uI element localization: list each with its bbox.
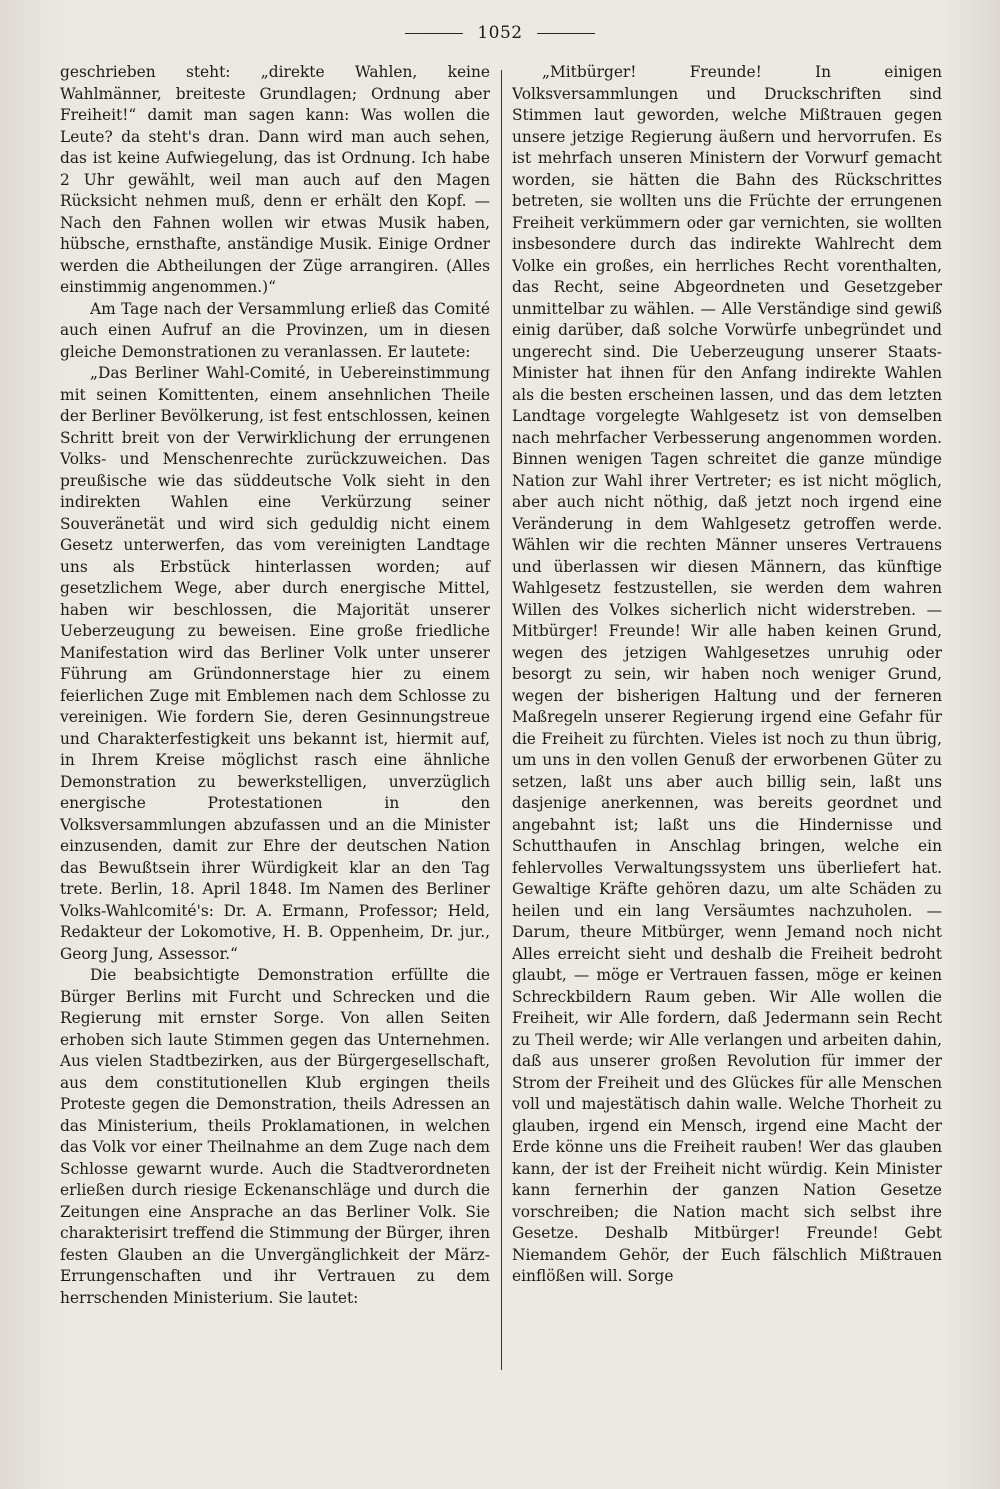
left-paragraph-1: geschrieben steht: „direkte Wahlen, keine Wahlmänner, breiteste Grundlagen; Ordnung aber Freiheit!“ damit man sagen kann: Was wollen die Leute? da steht's dran. Dann wird man auch sehen, das ist keine Aufwiegelung, das ist Ordnung. Ich habe 2 Uhr gewählt, weil man auch auf den Magen Rücksicht nehmen muß, denn er erhält den Kopf. — Nach den Fahnen wollen wir etwas Musik haben, hübsche, ernsthafte, anständige Musik. Einige Ordner werden die Abtheilungen der Züge arrangiren. (Alles einstimmig angenommen.)“ [60, 63, 490, 296]
header-rule-right [537, 33, 595, 34]
header-rule-left [405, 33, 463, 34]
left-column [60, 62, 490, 1309]
page-number: 1052 [477, 23, 523, 43]
column-divider [501, 70, 502, 1370]
left-paragraph-4: Die beabsichtigte Demonstration erfüllte die Bürger Berlins mit Furcht und Schrecken und die Regierung mit ernster Sorge. Von allen Seiten erhoben sich laute Stimmen gegen das Unternehmen. Aus vielen Stadtbezirken, aus der Bürgergesellschaft, aus dem constitutionellen Klub ergingen theils Proteste gegen die Demonstration, theils Adressen an das Ministerium, theils Proklamationen, in welchen das Volk vor einer Theilnahme an dem Zuge nach dem Schlosse gewarnt wurde. Auch die Stadtverordneten erließen durch riesige Eckenanschläge und durch die Zeitungen eine Ansprache an das Berliner Volk. Sie charakterisirt treffend die Stimmung der Bürger, ihren festen Glauben an die Unvergänglichkeit der März-Errungenschaften und ihr Vertrauen zu dem herrschenden Ministerium. Sie lautet: [60, 966, 490, 1307]
left-paragraph-3-quote: „Das Berliner Wahl-Comité, in Uebereinstimmung mit seinen Komittenten, einem ansehnlichen Theile der Berliner Bevölkerung, ist fest entschlossen, keinen Schritt breit von der Verwirklichung der errungenen Volks- und Menschenrechte zurückzuweichen. Das preußische wie das süddeutsche Volk sieht in den indirekten Wahlen eine Verkürzung seiner Souveränetät und wird sich geduldig nicht einem Gesetz unterwerfen, das vom vereinigten Landtage uns als Erbstück hinterlassen worden; auf gesetzlichem Wege, aber durch energische Mittel, haben wir beschlossen, die Majorität unserer Ueberzeugung zu beweisen. Eine große friedliche Manifestation wird das Berliner Volk unter unserer Führung am Gründonnerstage hier zu einem feierlichen Zuge mit Emblemen nach dem Schlosse zu vereinigen. Wie fordern Sie, deren Gesinnungstreue und Charakterfestigkeit uns bekannt ist, hiermit auf, in Ihrem Kreise möglichst rasch eine ähnliche Demonstration zu bewerkstelligen, unverzüglich energische Protestationen in den Volksversammlungen abzufassen und an die Minister einzusenden, damit zur Ehre der deutschen Nation das Bewußtsein ihrer Würdigkeit klar an den Tag trete. Berlin, 18. April 1848. Im Namen des Berliner Volks-Wahlcomité's: Dr. A. Ermann, Professor; Held, Redakteur der Lokomotive, H. B. Oppenheim, Dr. jur., Georg Jung, Assessor.“ [60, 364, 490, 963]
left-paragraph-2: Am Tage nach der Versammlung erließ das Comité auch einen Aufruf an die Provinzen, um in diesen gleiche Demonstrationen zu veranlassen. Er lautete: [60, 299, 490, 361]
right-paragraph-1-quote: „Mitbürger! Freunde! In einigen Volksversammlungen und Druckschriften sind Stimmen laut geworden, welche Mißtrauen gegen unsere jetzige Regierung äußern und hervorrufen. Es ist mehrfach unseren Ministern der Vorwurf gemacht worden, sie hätten die Bahn des Rückschrittes betreten, sie wollten uns die Früchte der errungenen Freiheit verkümmern oder gar vernichten, sie wollten insbesondere durch das indirekte Wahlrecht dem Volke ein großes, ein herrliches Recht vorenthalten, das Recht, seine Abgeordneten und Gesetzgeber unmittelbar zu wählen. — Alle Verständige sind gewiß einig darüber, daß solche Vorwürfe unbegründet und ungerecht sind. Die Ueberzeugung unserer Staats-Minister hat ihnen für den Anfang indirekte Wahlen als die besten erscheinen lassen, und das dem letzten Landtage vorgelegte Wahlgesetz ist von demselben nach mehrfacher Verbesserung angenommen worden. Binnen wenigen Tagen schreitet die ganze mündige Nation zur Wahl ihrer Vertreter; es ist nicht möglich, aber auch nicht nöthig, daß jetzt noch irgend eine Veränderung in dem Wahlgesetz getroffen werde. Wählen wir die rechten Männer unseres Vertrauens und überlassen wir diesen Männern, das künftige Wahlgesetz festzustellen, sie werden dem wahren Willen des Volkes sicherlich nicht widerstreben. — Mitbürger! Freunde! Wir alle haben keinen Grund, wegen des jetzigen Wahlgesetzes unruhig oder besorgt zu sein, wir haben noch weniger Grund, wegen der bisherigen Haltung und der ferneren Maßregeln unserer Regierung irgend eine Gefahr für die Freiheit zu fürchten. Vieles ist noch zu thun übrig, um uns in den vollen Genuß der erworbenen Güter zu setzen, laßt uns aber auch billig sein, laßt uns dasjenige anerkennen, was bereits geordnet und angebahnt ist; laßt uns die Hindernisse und Schutthaufen in Anschlag bringen, welche ein fehlervolles Verwaltungssystem uns überliefert hat. Gewaltige Kräfte gehören dazu, um alte Schäden zu heilen und ein lang Versäumtes nachzuholen. — Darum, theure Mitbürger, wenn Jemand noch nicht Alles erreicht sieht und deshalb die Freiheit bedroht glaubt, — möge er Vertrauen fassen, möge er keinen Schreckbildern Raum geben. Wir Alle wollen die Freiheit, wir Alle fordern, daß Jedermann sein Recht zu Theil werde; wir Alle verlangen und arbeiten dahin, daß aus unserer großen Revolution für immer der Strom der Freiheit und des Glückes für alle Menschen voll und majestätisch dahin walle. Welche Thorheit zu glauben, irgend ein Mensch, irgend eine Macht der Erde könne uns die Freiheit rauben! Wer das glauben kann, der ist der Freiheit nicht würdig. Kein Minister kann fernerhin der ganzen Nation Gesetze vorschreiben; die Nation macht sich selbst ihre Gesetze. Deshalb Mitbürger! Freunde! Gebt Niemandem Gehör, der Euch fälschlich Mißtrauen einflößen will. Sorge [512, 63, 942, 1285]
page-header [0, 20, 1000, 46]
right-column [512, 62, 942, 1288]
